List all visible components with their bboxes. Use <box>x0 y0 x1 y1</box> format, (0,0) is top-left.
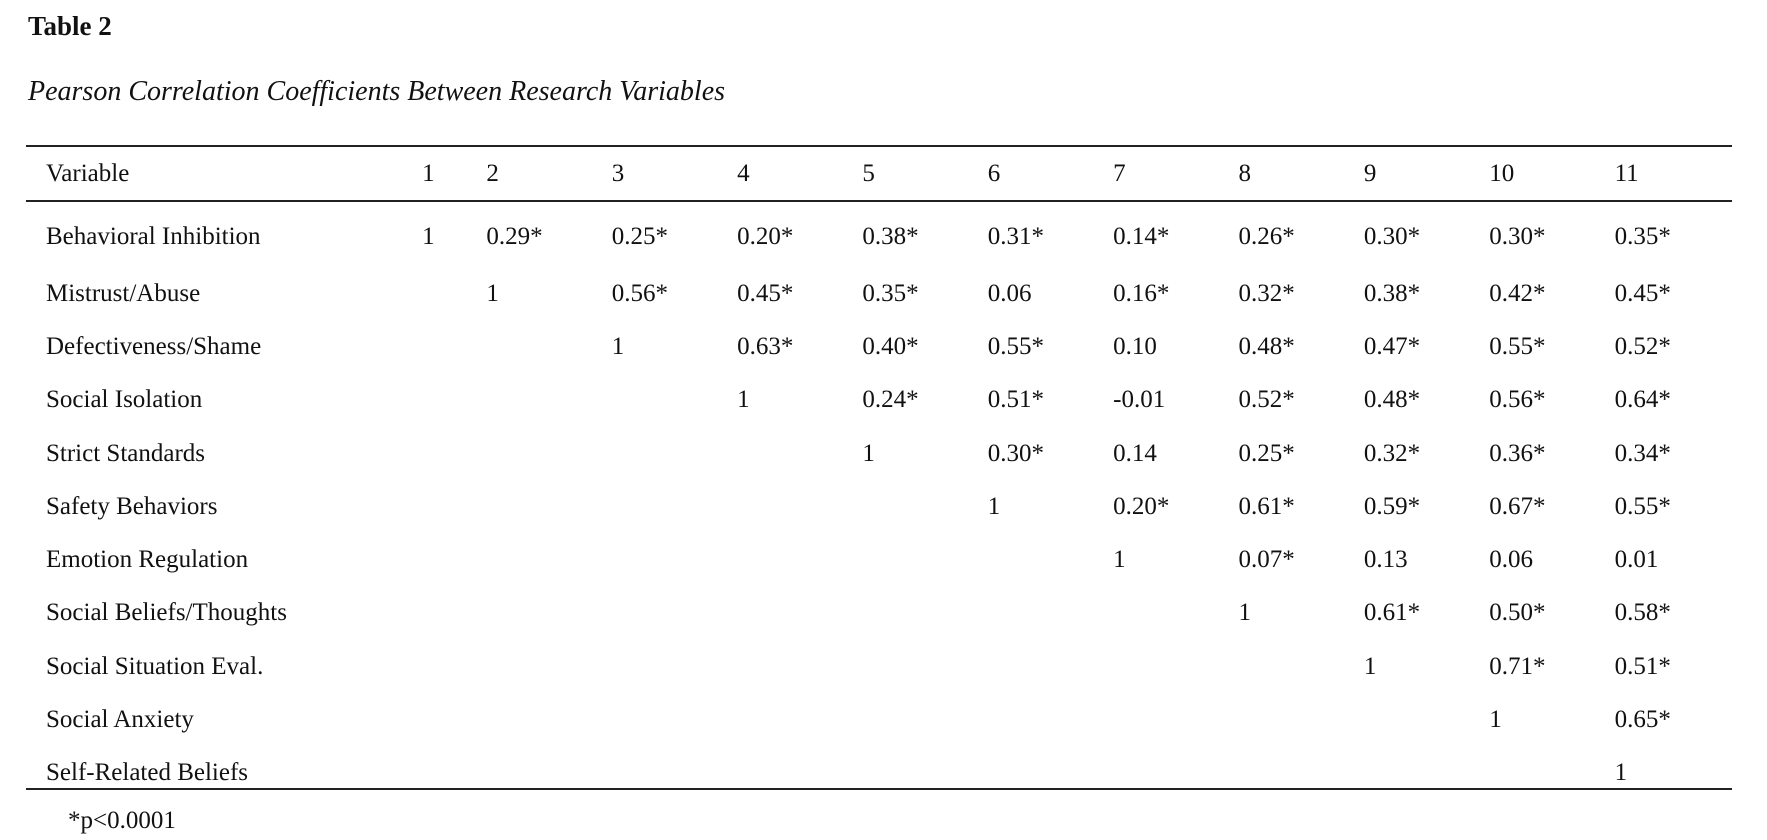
correlation-cell: 0.30* <box>987 439 1045 467</box>
correlation-cell: 0.55* <box>1614 492 1671 520</box>
table-label: Table 2 <box>28 11 112 41</box>
correlation-cell: 0.16* <box>1113 279 1170 307</box>
variable-name: Self-Related Beliefs <box>46 759 249 787</box>
correlation-cell: 0.38* <box>1363 279 1421 307</box>
correlation-cell <box>737 693 862 746</box>
correlation-cell <box>612 374 737 427</box>
column-header-4: 4 <box>737 159 750 187</box>
correlation-cell: 0.35* <box>862 279 919 307</box>
correlation-cell <box>486 374 611 427</box>
correlation-cell: 0.51* <box>987 386 1045 414</box>
correlation-cell <box>486 747 611 800</box>
correlation-cell: 0.30* <box>1363 222 1421 250</box>
correlation-cell <box>862 533 987 586</box>
correlation-cell: 0.47* <box>1363 332 1421 360</box>
correlation-cell <box>486 587 611 640</box>
correlation-cell <box>612 480 737 533</box>
correlation-cell: 0.32* <box>1363 439 1421 467</box>
correlation-cell: 1 <box>862 439 875 467</box>
correlation-cell <box>422 693 486 746</box>
variable-name: Defectiveness/Shame <box>46 332 262 360</box>
correlation-cell <box>862 693 987 746</box>
correlation-cell <box>1364 693 1489 746</box>
correlation-cell: 0.52* <box>1238 386 1295 414</box>
correlation-cell: 0.10 <box>1113 332 1157 360</box>
correlation-cell: 0.32* <box>1238 279 1295 307</box>
correlation-cell: 0.56* <box>611 279 668 307</box>
table-row <box>26 533 1732 586</box>
table-row <box>26 267 1732 320</box>
correlation-cell: 1 <box>1238 599 1251 627</box>
correlation-cell: 0.48* <box>1238 332 1295 360</box>
variable-name: Strict Standards <box>46 439 206 467</box>
correlation-cell <box>612 587 737 640</box>
table-row <box>26 640 1732 693</box>
header-row <box>26 147 1732 200</box>
correlation-cell: 0.31* <box>987 222 1045 250</box>
correlation-cell <box>486 320 611 373</box>
correlation-cell: 0.30* <box>1489 222 1546 250</box>
correlation-cell <box>737 427 862 480</box>
correlation-cell <box>1239 693 1364 746</box>
correlation-cell <box>737 533 862 586</box>
column-header-1: 1 <box>422 159 435 187</box>
footnote: *p<0.0001 <box>68 807 176 834</box>
correlation-cell <box>862 480 987 533</box>
table-row <box>26 320 1732 373</box>
correlation-cell: 1 <box>1363 652 1377 680</box>
correlation-cell: 0.50* <box>1489 599 1546 627</box>
correlation-cell: 0.51* <box>1614 652 1671 680</box>
correlation-cell <box>486 693 611 746</box>
correlation-cell <box>988 747 1113 800</box>
correlation-cell <box>1239 747 1364 800</box>
correlation-cell <box>486 427 611 480</box>
column-header-9: 9 <box>1363 159 1377 187</box>
correlation-cell: 0.64* <box>1614 386 1671 414</box>
variable-name: Social Anxiety <box>46 706 194 734</box>
correlation-cell <box>612 747 737 800</box>
correlation-cell <box>1489 747 1614 800</box>
correlation-cell: 0.45* <box>1614 279 1671 307</box>
correlation-cell <box>612 693 737 746</box>
correlation-cell: 1 <box>486 279 499 307</box>
correlation-cell: 0.35* <box>1614 222 1671 250</box>
correlation-cell: 0.59* <box>1363 492 1421 520</box>
correlation-cell: 0.38* <box>862 222 919 250</box>
variable-name: Safety Behaviors <box>46 492 218 520</box>
correlation-cell <box>737 747 862 800</box>
correlation-table <box>26 147 1732 800</box>
correlation-cell <box>737 480 862 533</box>
correlation-cell <box>737 640 862 693</box>
correlation-cell: 0.01 <box>1614 546 1659 574</box>
correlation-cell <box>1113 640 1238 693</box>
column-header-10: 10 <box>1489 159 1515 187</box>
correlation-cell <box>862 747 987 800</box>
column-header-8: 8 <box>1238 159 1251 187</box>
correlation-cell: 0.24* <box>862 386 919 414</box>
table-body <box>26 200 1732 800</box>
correlation-cell <box>486 533 611 586</box>
correlation-cell <box>988 640 1113 693</box>
column-header-11: 11 <box>1614 159 1639 187</box>
correlation-cell: 1 <box>422 222 435 250</box>
correlation-cell: 0.45* <box>737 279 794 307</box>
correlation-cell <box>988 587 1113 640</box>
correlation-cell: 0.26* <box>1238 222 1295 250</box>
correlation-cell: 0.29* <box>486 222 543 250</box>
correlation-cell <box>1364 747 1489 800</box>
column-header-2: 2 <box>486 159 499 187</box>
column-header-variable: Variable <box>46 159 130 187</box>
correlation-cell <box>422 640 486 693</box>
table-caption: Pearson Correlation Coefficients Between Research Variables <box>28 76 726 107</box>
correlation-cell <box>422 587 486 640</box>
correlation-cell <box>422 747 486 800</box>
correlation-cell: -0.01 <box>1113 386 1166 414</box>
correlation-cell: 0.65* <box>1614 706 1671 734</box>
correlation-cell: 0.06 <box>1489 546 1533 574</box>
table-row <box>26 374 1732 427</box>
correlation-cell: 0.36* <box>1489 439 1546 467</box>
column-header-6: 6 <box>987 159 1001 187</box>
correlation-cell: 0.71* <box>1489 652 1546 680</box>
correlation-cell <box>422 533 486 586</box>
table-row <box>26 747 1732 800</box>
correlation-cell <box>612 427 737 480</box>
correlation-cell: 0.52* <box>1614 332 1671 360</box>
variable-name: Emotion Regulation <box>46 546 249 574</box>
correlation-cell <box>486 480 611 533</box>
correlation-cell: 1 <box>1113 546 1126 574</box>
correlation-cell <box>422 320 486 373</box>
correlation-cell <box>1113 747 1238 800</box>
correlation-cell: 0.55* <box>1489 332 1546 360</box>
table-row <box>26 480 1732 533</box>
correlation-cell: 1 <box>1489 706 1502 734</box>
correlation-cell: 0.20* <box>737 222 794 250</box>
correlation-cell: 0.14 <box>1113 439 1157 467</box>
correlation-cell: 0.25* <box>1238 439 1295 467</box>
correlation-cell <box>422 427 486 480</box>
variable-name: Behavioral Inhibition <box>46 222 261 250</box>
correlation-cell: 1 <box>1614 759 1628 787</box>
correlation-cell <box>737 587 862 640</box>
correlation-cell: 1 <box>987 492 1001 520</box>
correlation-cell: 0.61* <box>1363 599 1421 627</box>
correlation-cell: 0.56* <box>1489 386 1546 414</box>
correlation-cell <box>612 640 737 693</box>
column-header-5: 5 <box>862 159 875 187</box>
correlation-cell: 0.20* <box>1113 492 1170 520</box>
correlation-cell: 0.25* <box>611 222 668 250</box>
correlation-cell <box>1113 693 1238 746</box>
correlation-cell <box>422 374 486 427</box>
correlation-cell: 0.58* <box>1614 599 1671 627</box>
correlation-cell: 0.07* <box>1238 546 1295 574</box>
correlation-cell: 0.14* <box>1113 222 1170 250</box>
correlation-cell: 0.61* <box>1238 492 1295 520</box>
correlation-cell: 0.06 <box>987 279 1032 307</box>
correlation-cell: 0.67* <box>1489 492 1546 520</box>
correlation-cell <box>612 533 737 586</box>
correlation-cell: 0.55* <box>987 332 1045 360</box>
correlation-cell: 0.48* <box>1363 386 1421 414</box>
correlation-cell: 0.42* <box>1489 279 1546 307</box>
correlation-cell <box>422 480 486 533</box>
column-header-3: 3 <box>611 159 625 187</box>
correlation-cell: 0.13 <box>1363 546 1408 574</box>
correlation-cell: 0.34* <box>1614 439 1671 467</box>
table-row <box>26 200 1732 267</box>
correlation-cell <box>1239 640 1364 693</box>
table-row <box>26 693 1732 746</box>
correlation-cell <box>862 587 987 640</box>
variable-name: Social Isolation <box>46 386 203 414</box>
table-row <box>26 587 1732 640</box>
correlation-cell <box>862 640 987 693</box>
variable-name: Social Beliefs/Thoughts <box>46 599 287 627</box>
variable-name: Social Situation Eval. <box>46 652 264 680</box>
correlation-cell <box>988 533 1113 586</box>
correlation-cell <box>988 693 1113 746</box>
correlation-cell: 0.63* <box>737 332 794 360</box>
correlation-cell <box>486 640 611 693</box>
correlation-cell: 1 <box>737 386 750 414</box>
correlation-cell: 1 <box>611 332 625 360</box>
variable-name: Mistrust/Abuse <box>46 279 201 307</box>
table-row <box>26 427 1732 480</box>
correlation-cell <box>422 267 486 320</box>
correlation-cell: 0.40* <box>862 332 919 360</box>
correlation-cell <box>1113 587 1238 640</box>
column-header-7: 7 <box>1113 159 1126 187</box>
